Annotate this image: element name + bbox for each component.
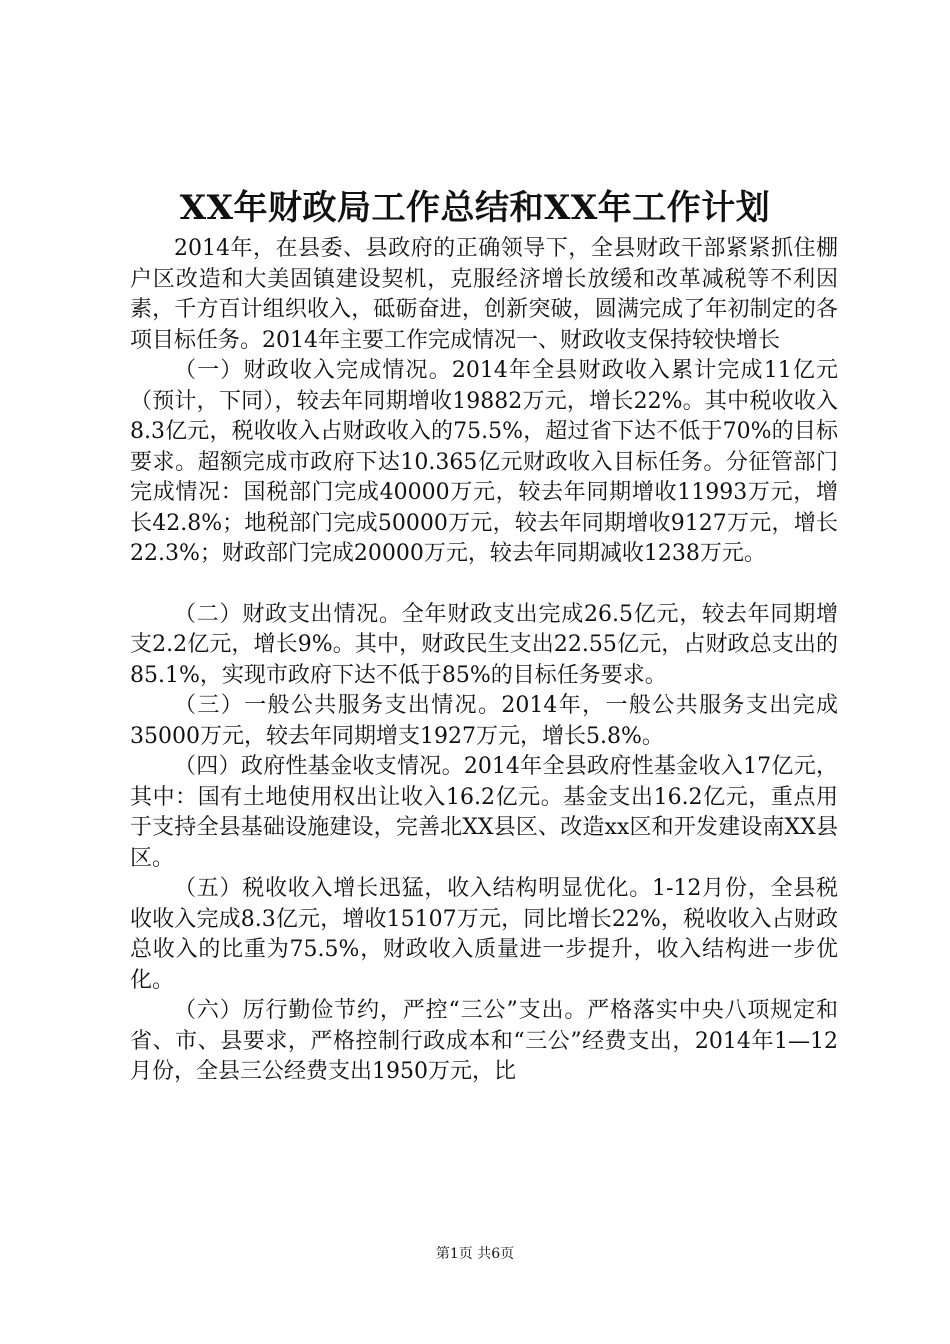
paragraph-revenue: （一）财政收入完成情况。2014年全县财政收入累计完成11亿元（预计，下同），较去年同期增收19882万元，增长22%。其中税收收入8.3亿元，税收收入占财政收入的75.5%，超过省下达不低于70%的目标要求。超额完成市政府下达10.365亿元财政收入目标任务。分征管部门完成情况：国税部门完成40000万元，较去年同期增收11993万元，增长42.8%；地税部门完成50000万元，较去年同期增收9127万元，增长22.3%；财政部门完成20000万元，较去年同期减收1238万元。 [130, 358, 838, 566]
document-body [130, 234, 838, 1088]
paragraph-tax-revenue: （五）税收收入增长迅猛，收入结构明显优化。1-12月份，全县税收收入完成8.3亿元，增收15107万元，同比增长22%，税收收入占财政总收入的比重为75.5%，财政收入质量进一步提升，收入结构进一步优化。 [130, 876, 838, 993]
paragraph-expenditure: （二）财政支出情况。全年财政支出完成26.5亿元，较去年同期增支2.2亿元，增长9%。其中，财政民生支出22.55亿元，占财政总支出的85.1%，实现市政府下达不低于85%的目标任务要求。 [130, 601, 838, 688]
document-title: XX年财政局工作总结和XX年工作计划 [179, 188, 771, 228]
paragraph-government-fund: （四）政府性基金收支情况。2014年全县政府性基金收入17亿元，其中：国有土地使用权出让收入16.2亿元。基金支出16.2亿元，重点用于支持全县基础设施建设，完善北XX县区、改造xx区和开发建设南XX县区。 [130, 754, 838, 871]
paragraph-public-service: （三）一般公共服务支出情况。2014年，一般公共服务支出完成35000万元，较去年同期增支1927万元，增长5.8%。 [130, 693, 838, 749]
paragraph-frugality: （六）厉行勤俭节约，严控“三公”支出。严格落实中央八项规定和省、市、县要求，严格控制行政成本和“三公”经费支出，2014年1—12月份，全县三公经费支出1950万元，比 [130, 998, 838, 1084]
page-footer: 第1页 共6页 [435, 1246, 515, 1262]
paragraph-intro: 2014年，在县委、县政府的正确领导下，全县财政干部紧紧抓住棚户区改造和大美固镇建设契机，克服经济增长放缓和改革减税等不利因素，千方百计组织收入，砥砺奋进，创新突破，圆满完成了年初制定的各项目标任务。2014年主要工作完成情况一、财政收支保持较快增长 [130, 236, 838, 353]
